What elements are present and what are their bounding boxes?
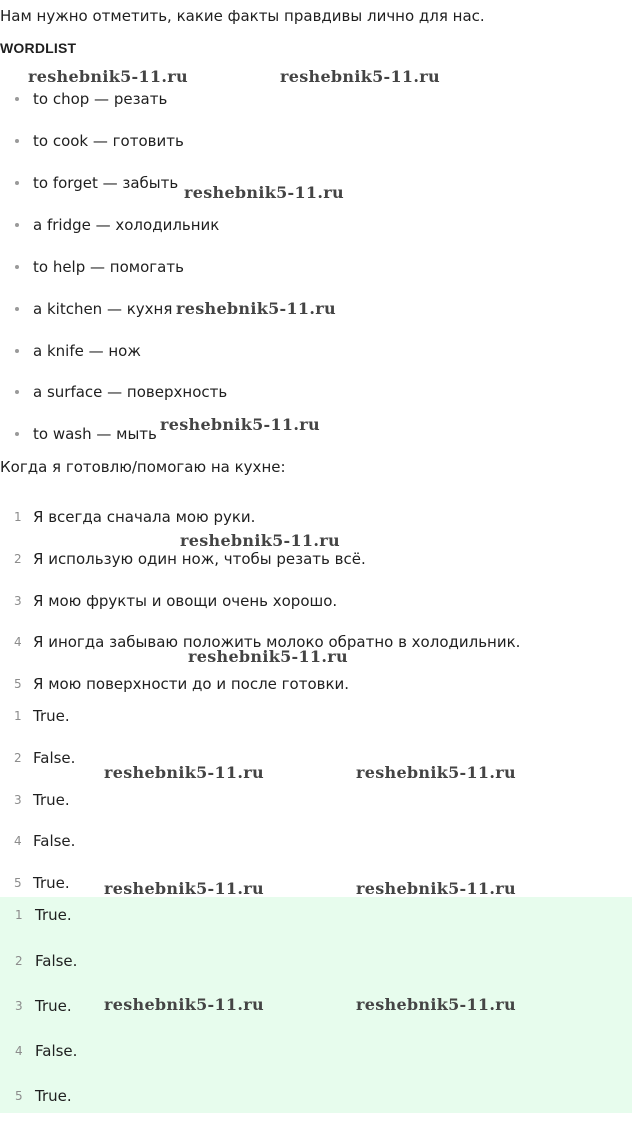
- watermark: reshebnik5-11.ru: [176, 299, 336, 318]
- wordlist-item: a knife — нож: [33, 342, 141, 360]
- answer-text: True.: [35, 997, 72, 1015]
- item-number: 1: [14, 510, 22, 524]
- bullet-icon: [15, 390, 19, 394]
- bullet-icon: [15, 97, 19, 101]
- bullet-icon: [15, 307, 19, 311]
- item-number: 1: [15, 908, 23, 922]
- bullet-icon: [15, 181, 19, 185]
- watermark: reshebnik5-11.ru: [104, 995, 264, 1014]
- answer-text: False.: [33, 832, 76, 850]
- wordlist-item: a surface — поверхность: [33, 383, 228, 401]
- intro-text: Нам нужно отметить, какие факты правдивы лично для нас.: [0, 7, 485, 25]
- section-intro: Когда я готовлю/помогаю на кухне:: [0, 458, 286, 476]
- item-number: 5: [15, 1089, 23, 1103]
- answer-text: False.: [35, 952, 78, 970]
- statement-text: Я использую один нож, чтобы резать всё.: [33, 550, 366, 568]
- watermark: reshebnik5-11.ru: [180, 531, 340, 550]
- item-number: 5: [14, 876, 22, 890]
- item-number: 3: [14, 594, 22, 608]
- answer-text: False.: [35, 1042, 78, 1060]
- item-number: 4: [15, 1044, 23, 1058]
- wordlist-item: to cook — готовить: [33, 132, 184, 150]
- wordlist-item: to chop — резать: [33, 90, 168, 108]
- watermark: reshebnik5-11.ru: [356, 879, 516, 898]
- wordlist-item: to wash — мыть: [33, 425, 157, 443]
- answer-text: True.: [33, 791, 70, 809]
- watermark: reshebnik5-11.ru: [188, 647, 348, 666]
- bullet-icon: [15, 432, 19, 436]
- bullet-icon: [15, 349, 19, 353]
- item-number: 3: [14, 793, 22, 807]
- item-number: 5: [14, 677, 22, 691]
- answer-text: False.: [33, 749, 76, 767]
- answer-text: True.: [35, 1087, 72, 1105]
- item-number: 3: [15, 999, 23, 1013]
- wordlist-item: to forget — забыть: [33, 174, 179, 192]
- item-number: 2: [14, 552, 22, 566]
- bullet-icon: [15, 223, 19, 227]
- watermark: reshebnik5-11.ru: [160, 415, 320, 434]
- item-number: 4: [14, 635, 22, 649]
- answer-text: True.: [35, 906, 72, 924]
- wordlist-heading: WORDLIST: [0, 40, 77, 56]
- answer-text: True.: [33, 874, 70, 892]
- watermark: reshebnik5-11.ru: [356, 763, 516, 782]
- answer-box: [0, 897, 632, 1113]
- watermark: reshebnik5-11.ru: [356, 995, 516, 1014]
- item-number: 4: [14, 834, 22, 848]
- bullet-icon: [15, 139, 19, 143]
- watermark: reshebnik5-11.ru: [104, 763, 264, 782]
- item-number: 2: [15, 954, 23, 968]
- wordlist-item: a kitchen — кухня: [33, 300, 173, 318]
- statement-text: Я мою поверхности до и после готовки.: [33, 675, 350, 693]
- item-number: 2: [14, 751, 22, 765]
- item-number: 1: [14, 709, 22, 723]
- bullet-icon: [15, 265, 19, 269]
- watermark: reshebnik5-11.ru: [28, 67, 188, 86]
- answer-text: True.: [33, 707, 70, 725]
- wordlist-item: a fridge — холодильник: [33, 216, 220, 234]
- watermark: reshebnik5-11.ru: [280, 67, 440, 86]
- watermark: reshebnik5-11.ru: [184, 183, 344, 202]
- wordlist-item: to help — помогать: [33, 258, 184, 276]
- statement-text: Я мою фрукты и овощи очень хорошо.: [33, 592, 338, 610]
- watermark: reshebnik5-11.ru: [104, 879, 264, 898]
- statement-text: Я иногда забываю положить молоко обратно в холодильник.: [33, 633, 521, 651]
- statement-text: Я всегда сначала мою руки.: [33, 508, 256, 526]
